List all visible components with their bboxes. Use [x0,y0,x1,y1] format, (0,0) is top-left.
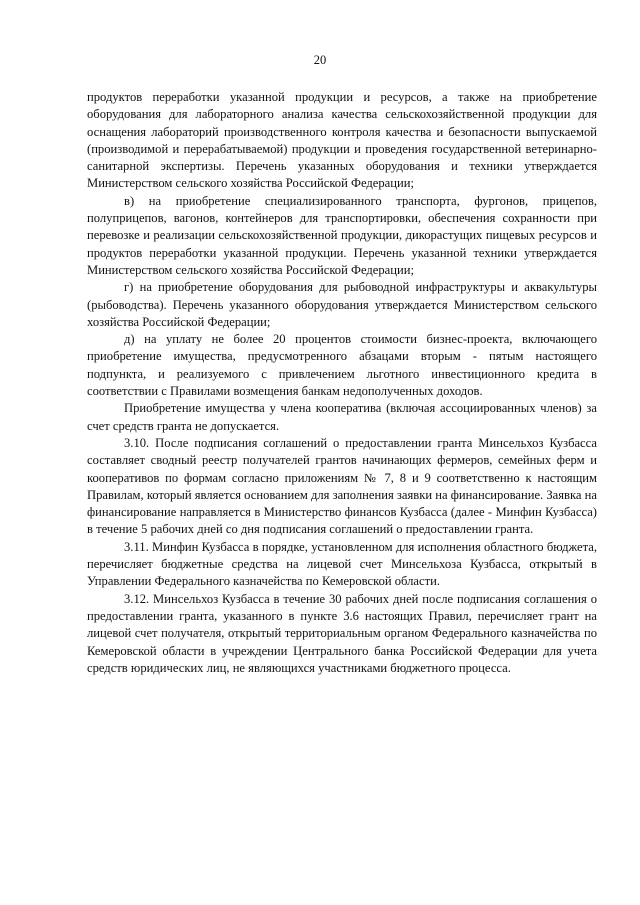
paragraph-property-note: Приобретение имущества у члена кооператива (включая ассоциированных членов) за счет средств гранта не допускается. [87,401,597,433]
paragraph-item-v: в) на приобретение специализированного транспорта, фургонов, прицепов, полуприцепов, вагонов, контейнеров для транспортировки, обеспечения сохранности при перевозке и реализации сельскохозяйственной продукции, дикорастущих пищевых ресурсов и продуктов переработки указанной продукции. Перечень указанной техники утверждается Министерством сельского хозяйства Российской Федерации; [87,193,597,277]
paragraph-3-11: 3.11. Минфин Кузбасса в порядке, установленном для исполнения областного бюджета, перечисляет бюджетные средства на лицевой счет Минсельхоза Кузбасса, открытый в Управлении Федерального казначейства по Кемеровской области. [87,539,597,589]
document-body [87,89,597,677]
paragraph-3-12: 3.12. Минсельхоз Кузбасса в течение 30 рабочих дней после подписания соглашения о предоставлении гранта, указанного в пункте 3.6 настоящих Правил, перечисляет грант на лицевой счет получателя, открытый территориальным органом Федерального казначейства по Кемеровской области в учреждении Центрального банка Российской Федерации для учета средств юридических лиц, не являющихся участниками бюджетного процесса. [87,591,597,675]
paragraph-item-d: д) на уплату не более 20 процентов стоимости бизнес-проекта, включающего приобретение имущества, предусмотренного абзацами вторым - пятым настоящего подпункта, и реализуемого с привлечением льготного инвестиционного кредита в соответствии с Правилами возмещения банкам недополученных доходов. [87,332,597,399]
paragraph-continued: продуктов переработки указанной продукции и ресурсов, а также на приобретение оборудования для лабораторного анализа качества сельскохозяйственной продукции для оснащения лабораторий производственного контроля качества и безопасности выпускаемой (производимой и перерабатываемой) продукции и проведения государственной ветеринарно-санитарной экспертизы. Перечень указанных оборудования и техники утверждается Министерством сельского хозяйства Российской Федерации; [87,90,597,191]
paragraph-3-10: 3.10. После подписания соглашений о предоставлении гранта Минсельхоз Кузбасса составляет сводный реестр получателей грантов начинающих фермеров, семейных ферм и кооперативов по формам согласно приложениям № 7, 8 и 9 соответственно к настоящим Правилам, который является основанием для заполнения заявки на финансирование. Заявка на финансирование направляется в Министерство финансов Кузбасса (далее - Минфин Кузбасса) в течение 5 рабочих дней со дня подписания соглашений о предоставлении гранта. [87,435,597,537]
paragraph-item-g: г) на приобретение оборудования для рыбоводной инфраструктуры и аквакультуры (рыбоводства). Перечень указанного оборудования утверждается Министерством сельского хозяйства Российской Федерации; [87,280,597,329]
page-number: 20 [313,53,327,67]
